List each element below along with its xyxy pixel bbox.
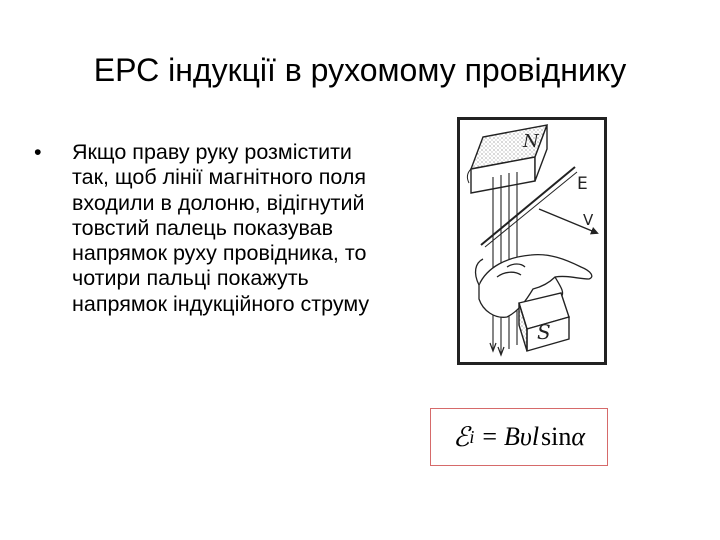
formula-angle: α bbox=[571, 422, 586, 451]
north-pole-label: N bbox=[523, 131, 539, 152]
formula-box bbox=[430, 408, 608, 466]
right-hand-rule-diagram bbox=[457, 117, 607, 365]
bullet-list bbox=[34, 140, 374, 317]
velocity-label: V bbox=[583, 211, 594, 229]
formula-sine: sin bbox=[541, 422, 572, 451]
right-hand-rule-figure bbox=[457, 117, 607, 365]
bullet-text: Якщо праву руку розмістити так, щоб лінії магнітного поля входили в долоню, відігнутий товстий палець показував напрямок руху провідника, то чотири пальці покажуть напрямок індукційного струму bbox=[72, 140, 370, 316]
south-pole-label: S bbox=[537, 320, 551, 344]
bullet-item bbox=[34, 140, 374, 317]
emf-symbol: ℰ bbox=[452, 421, 470, 453]
emf-label: E bbox=[577, 174, 588, 194]
emf-formula bbox=[431, 409, 607, 465]
slide-title: ЕРС індукції в рухомому провіднику bbox=[93, 52, 627, 88]
equals-sign: = bbox=[482, 422, 497, 451]
formula-product: Bυl bbox=[504, 422, 540, 451]
bullet-marker: • bbox=[34, 140, 42, 164]
emf-subscript: i bbox=[469, 426, 475, 447]
